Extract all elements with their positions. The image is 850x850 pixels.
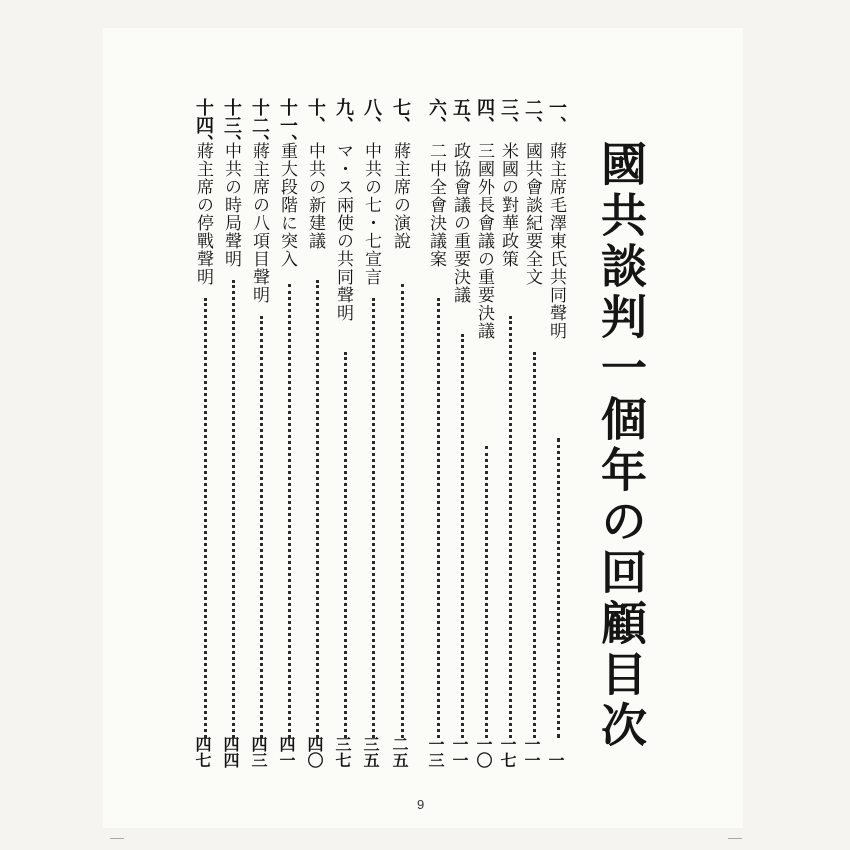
entry-title: 中共の七・七宣言	[361, 142, 381, 286]
entry-number: 五、	[450, 98, 471, 134]
entry-title: マ・ス兩使の共同聲明	[333, 142, 353, 322]
entry-page: 三七	[333, 736, 352, 768]
page-number: 9	[417, 797, 425, 812]
entry-page: 一	[546, 752, 565, 768]
entry-page: 一七	[498, 736, 517, 768]
entry-title: 中共の新建議	[305, 142, 325, 250]
entry-title: 二中全會決議案	[426, 142, 446, 268]
entry-title: 蔣主席の停戰聲明	[193, 142, 213, 286]
leader-dots	[372, 298, 375, 738]
entry-number: 一、	[546, 98, 567, 134]
entry-title: 蔣主席毛澤東氏共同聲明	[546, 142, 566, 340]
entry-page: 四一	[277, 736, 296, 768]
entry-title: 政協會議の重要決議	[450, 142, 470, 304]
entry-page: 四七	[193, 736, 212, 768]
entry-number: 十二、	[249, 98, 270, 152]
toc-entry-8	[362, 98, 384, 768]
entry-number: 二、	[522, 98, 543, 134]
entry-page: 四四	[221, 736, 240, 768]
entry-title: 米國の對華政策	[498, 142, 518, 268]
entry-page: 二五	[390, 736, 409, 768]
leader-dots	[509, 316, 512, 738]
entry-title: 三國外長會議の重要決議	[474, 142, 494, 340]
leader-dots	[288, 284, 291, 738]
entry-number: 七、	[390, 98, 411, 134]
toc-entry-5	[451, 98, 473, 768]
entry-page: 一一	[522, 736, 541, 768]
entry-number: 十三、	[221, 98, 242, 152]
entry-number: 三、	[498, 98, 519, 134]
entry-number: 十一、	[277, 98, 298, 152]
leader-dots	[557, 438, 560, 738]
leader-dots	[344, 352, 347, 738]
entry-page: 四〇	[305, 736, 324, 768]
toc-entry-11	[278, 98, 300, 768]
toc-entry-7	[391, 98, 413, 768]
toc-entry-6	[427, 98, 449, 768]
toc-title: 國共談判一個年の回顧目次	[594, 140, 648, 752]
leader-dots	[316, 280, 319, 738]
leader-dots	[260, 316, 263, 738]
leader-dots	[533, 352, 536, 738]
entry-page: 三五	[361, 736, 380, 768]
entry-number: 四、	[474, 98, 495, 134]
entry-title: 蔣主席の演說	[390, 142, 410, 250]
toc-entry-1	[547, 98, 569, 768]
crop-mark-left	[110, 838, 124, 839]
leader-dots	[401, 284, 404, 738]
entry-number: 八、	[361, 98, 382, 134]
toc-entry-4	[475, 98, 497, 768]
entry-page: 一三	[426, 736, 445, 768]
toc-entry-12	[250, 98, 272, 768]
entry-title: 蔣主席の八項目聲明	[249, 142, 269, 304]
entry-title: 國共會談紀要全文	[522, 142, 542, 286]
entry-page: 一〇	[474, 736, 493, 768]
leader-dots	[204, 298, 207, 738]
entry-number: 十、	[305, 98, 326, 134]
toc-entry-10	[306, 98, 328, 768]
entry-title: 中共の時局聲明	[221, 142, 241, 268]
entry-number: 九、	[333, 98, 354, 134]
entry-title: 重大段階に突入	[277, 142, 297, 268]
crop-mark-right	[728, 838, 742, 839]
entry-number: 十四、	[193, 98, 214, 152]
toc-entry-9	[334, 98, 356, 768]
leader-dots	[485, 446, 488, 738]
leader-dots	[232, 280, 235, 738]
toc-entry-14	[194, 98, 216, 768]
toc-entry-3	[499, 98, 521, 768]
toc-entry-13	[222, 98, 244, 768]
entry-page: 四三	[249, 736, 268, 768]
entry-page: 一一	[450, 736, 469, 768]
leader-dots	[461, 334, 464, 738]
entry-number: 六、	[426, 98, 447, 134]
leader-dots	[437, 298, 440, 738]
toc-entry-2	[523, 98, 545, 768]
